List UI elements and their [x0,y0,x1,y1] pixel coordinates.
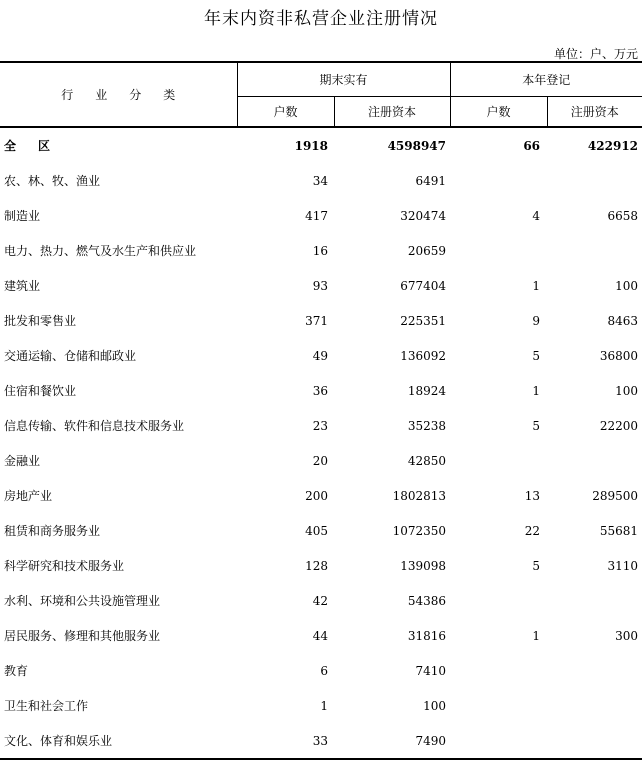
row-registered-count [450,163,547,198]
row-industry-name: 农、林、牧、渔业 [4,174,101,188]
row-industry-name: 文化、体育和娱乐业 [0,723,237,759]
row-registered-capital [547,233,642,268]
row-year-end-count: 6 [320,663,328,678]
row-year-end-capital: 18924 [407,383,447,398]
row-registered-capital [547,163,642,198]
row-industry-name: 制造业 [4,209,41,223]
row-year-end-capital: 6491 [415,173,447,188]
row-industry-name: 建筑业 [4,279,41,293]
row-industry-name: 住宿和餐饮业 [4,384,77,398]
row-year-end-capital: 139098 [400,558,447,573]
row-registered-capital: 300 [615,628,639,643]
row-registered-capital: 100 [615,383,639,398]
row-year-end-count: 200 [305,488,328,503]
row-year-end-count: 1918 [294,138,328,153]
row-year-end-count: 20 [312,453,328,468]
row-year-end-capital: 225351 [400,313,447,328]
row-registered-count: 66 [523,138,541,153]
row-year-end-capital: 1072350 [392,523,447,538]
row-registered-capital [547,583,642,618]
row-year-end-capital: 677404 [400,278,447,293]
row-registered-count [450,723,547,759]
header-b-capital: 注册资本 [547,97,642,128]
row-year-end-capital: 20659 [407,243,447,258]
row-year-end-count: 371 [305,313,328,328]
row-year-end-count: 49 [312,348,328,363]
row-year-end-capital: 100 [423,698,447,713]
table-row [0,303,642,338]
row-industry-name: 居民服务、修理和其他服务业 [4,629,161,643]
row-registered-count [450,233,547,268]
row-registered-capital: 3110 [607,558,639,573]
row-registered-count: 4 [532,208,541,223]
row-year-end-capital: 7410 [415,663,447,678]
row-registered-capital [547,443,642,478]
row-industry-name: 全区 [4,139,73,153]
registration-table [0,61,642,760]
table-row [0,163,642,198]
row-registered-count: 5 [532,558,541,573]
table-row [0,268,642,303]
row-year-end-capital: 54386 [407,593,447,608]
row-registered-count: 5 [532,348,541,363]
row-registered-count [450,688,547,723]
row-industry-name: 批发和零售业 [4,314,77,328]
table-row [0,443,642,478]
row-industry-name: 信息传输、软件和信息技术服务业 [4,419,185,433]
table-row [0,338,642,373]
row-industry-name: 水利、环境和公共设施管理业 [4,594,161,608]
row-registered-capital [547,688,642,723]
row-registered-count [450,443,547,478]
header-b-count: 户数 [450,97,547,128]
row-industry-name: 卫生和社会工作 [4,699,89,713]
header-category: 行业分类 [0,62,237,127]
table-row [0,233,642,268]
table-row-total [0,127,642,163]
table-row [0,688,642,723]
header-year-end-total: 期末实有 [237,62,450,97]
row-registered-count [450,583,547,618]
row-year-end-capital: 7490 [334,723,450,759]
row-registered-count [450,653,547,688]
header-registered-this-year: 本年登记 [450,62,642,97]
table-row [0,548,642,583]
row-registered-count: 1 [532,278,541,293]
row-registered-capital: 55681 [599,523,639,538]
row-year-end-count: 36 [312,383,328,398]
table-row [0,513,642,548]
row-year-end-capital: 1802813 [392,488,447,503]
row-registered-count: 22 [524,523,541,538]
table-row [0,408,642,443]
table-row [0,723,642,759]
header-a-count: 户数 [237,97,334,128]
row-registered-capital [547,653,642,688]
row-year-end-capital: 31816 [407,628,447,643]
row-year-end-capital: 4598947 [387,138,447,153]
row-registered-capital: 8463 [607,313,639,328]
row-year-end-capital: 136092 [400,348,447,363]
page-title: 年末内资非私营企业注册情况 [204,9,438,29]
row-industry-name: 租赁和商务服务业 [4,524,101,538]
header-a-capital: 注册资本 [334,97,450,128]
row-registered-capital: 36800 [599,348,639,363]
row-registered-count: 9 [532,313,541,328]
row-year-end-count: 417 [305,208,328,223]
row-industry-name: 交通运输、仓储和邮政业 [4,349,137,363]
row-industry-name: 金融业 [4,454,41,468]
row-registered-count: 13 [524,488,541,503]
row-registered-capital: 6658 [607,208,639,223]
unit-note: 单位：户、万元 [553,47,638,61]
row-year-end-count: 93 [312,278,328,293]
row-year-end-count: 42 [312,593,328,608]
row-year-end-capital: 42850 [407,453,447,468]
row-registered-capital [547,723,642,759]
table-header [0,62,642,127]
row-registered-count: 5 [532,418,541,433]
table-row [0,198,642,233]
row-year-end-count: 23 [312,418,328,433]
row-industry-name: 电力、热力、燃气及水生产和供应业 [4,244,197,258]
row-year-end-count: 34 [312,173,328,188]
row-year-end-count: 1 [320,698,328,713]
row-industry-name: 房地产业 [4,489,53,503]
row-year-end-capital: 320474 [400,208,447,223]
row-year-end-count: 128 [305,558,328,573]
table-row [0,583,642,618]
row-registered-capital: 22200 [599,418,639,433]
row-industry-name: 教育 [4,664,29,678]
row-registered-capital: 422912 [587,138,639,153]
row-year-end-count: 16 [312,243,328,258]
table-row [0,373,642,408]
row-registered-capital: 100 [615,278,639,293]
row-year-end-capital: 35238 [407,418,447,433]
row-registered-count: 1 [532,383,541,398]
table-body [0,127,642,759]
table-row [0,478,642,513]
row-year-end-count: 405 [305,523,328,538]
row-registered-capital: 289500 [592,488,639,503]
row-registered-count: 1 [532,628,541,643]
row-year-end-count: 33 [237,723,334,759]
row-industry-name: 科学研究和技术服务业 [4,559,125,573]
table-row [0,653,642,688]
row-year-end-count: 44 [312,628,328,643]
table-row [0,618,642,653]
